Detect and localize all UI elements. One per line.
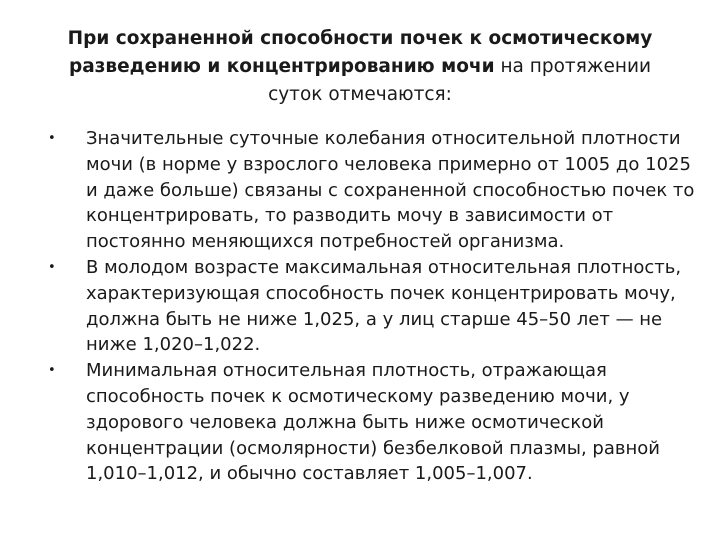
bullet-text: Минимальная относительная плотность, отражающая способность почек к осмотическому разведению мочи, у здорового человека должна быть ниже осмотической концентрации (осмолярности) безбелковой плазмы, равной 1,010–1,012, и обычно составляет 1,005–1,007. bbox=[86, 360, 660, 485]
bullet-item bbox=[48, 126, 698, 255]
bullet-dot-icon: • bbox=[48, 259, 56, 275]
title-bold-text: При сохраненной способности почек к осмотическому разведению и концентрированию мочи bbox=[67, 28, 653, 77]
bullet-text: Значительные суточные колебания относительной плотности мочи (в норме у взрослого человека примерно от 1005 до 1025 и даже больше) связаны с сохраненной способностью почек то концентрировать, то разводить мочу в зависимости от постоянно меняющихся потребностей организма. bbox=[86, 128, 695, 253]
bullet-dot-icon: • bbox=[48, 131, 56, 146]
bullet-item bbox=[48, 358, 698, 487]
bullet-text: В молодом возрасте максимальная относительная плотность, характеризующая способность почек концентрировать мочу, должна быть не ниже 1,025, а у лиц старше 45–50 лет — не ниже 1,020–1,022. bbox=[86, 256, 682, 356]
slide-title bbox=[40, 25, 680, 109]
bullet-dot-icon: • bbox=[48, 363, 56, 379]
title-regular-text: на протяжении суток отмечаются: bbox=[268, 56, 652, 105]
bullet-list bbox=[48, 126, 698, 487]
bullet-item bbox=[48, 255, 698, 358]
